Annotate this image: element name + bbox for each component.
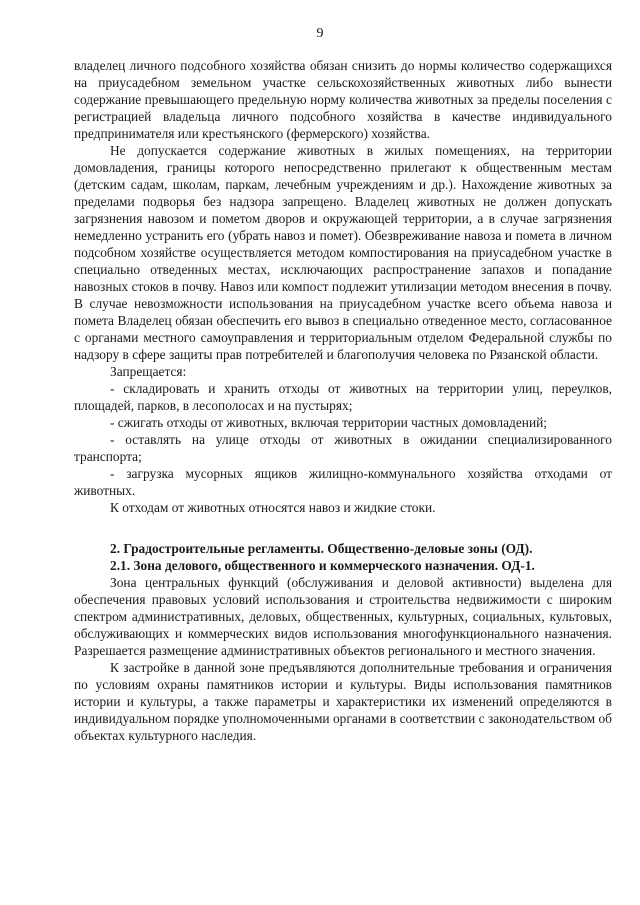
paragraph-prohibited-label: Запрещается:: [110, 364, 187, 379]
section-heading: 2. Градостроительные регламенты. Общественно-деловые зоны (ОД).: [110, 541, 533, 556]
paragraph-heritage-requirements: К застройке в данной зоне предъявляются дополнительные требования и ограничения по условиям охраны памятников истории и культуры. Виды использования памятников истории и культуры, а также параметры и характеристики их изменений определяются в индивидуальном порядке уполномоченными органами в соответствии с законодательством об объектах культурного наследия.: [74, 660, 612, 743]
list-item-prohibited: - загрузка мусорных ящиков жилищно-коммунального хозяйства отходами от животных.: [74, 466, 612, 498]
paragraph-zone-description: Зона центральных функций (обслуживания и деловой активности) выделена для обеспечения правовых условий использования и строительства недвижимости с широким спектром административных, деловых, общественных, культурных, социальных, культовых, обслуживающих и коммерческих видов использования многофункционального назначения. Разрешается размещение административных объектов регионального и местного значения.: [74, 575, 612, 658]
subsection-heading: 2.1. Зона делового, общественного и коммерческого назначения. ОД-1.: [110, 558, 535, 573]
paragraph-animal-keeping-rules: Не допускается содержание животных в жилых помещениях, на территории домовладения, границы которого непосредственно прилегают к общественным местам (детским садам, школам, паркам, лечебным учреждениям и др.). Нахождение животных за пределами подворья без надзора запрещено. Владелец животных не должен допускать загрязнения навозом и пометом дворов и окружающей территории, а в случае загрязнения немедленно устранить его (убрать навоз и помет). Обезвреживание навоза и помета в личном подсобном хозяйстве осуществляется методом компостирования на приусадебном участке в специально отведенных местах, исключающих распространение запахов и попадание навозных стоков в почву. Навоз или компост подлежит утилизации методом внесения в почву. В случае невозможности использования на приусадебном участке всего объема навоза и помета Владелец обязан обеспечить его вывоз в специально отведенное место, согласованное с органами местного самоуправления и территориальным отделом Федеральной службы по надзору в сфере защиты прав потребителей и благополучия человека по Рязанской области.: [74, 143, 612, 362]
list-item-prohibited: - оставлять на улице отходы от животных в ожидании специализированного транспорта;: [74, 432, 612, 464]
paragraph-livestock-limit: владелец личного подсобного хозяйства обязан снизить до нормы количество содержащихся на приусадебном земельном участке сельскохозяйственных животных либо вынести содержание превышающего предельную норму количества животных за пределы поселения с регистрацией владельца личного подсобного хозяйства в качестве индивидуального предпринимателя или крестьянского (фермерского) хозяйства.: [74, 58, 612, 141]
list-item-prohibited: - сжигать отходы от животных, включая территории частных домовладений;: [110, 415, 548, 430]
document-body: [74, 57, 612, 744]
page-number: 9: [316, 26, 324, 41]
list-item-prohibited: - складировать и хранить отходы от животных на территории улиц, переулков, площадей, парков, в лесополосах и на пустырях;: [74, 381, 612, 413]
paragraph-waste-note: К отходам от животных относятся навоз и жидкие стоки.: [110, 500, 436, 515]
